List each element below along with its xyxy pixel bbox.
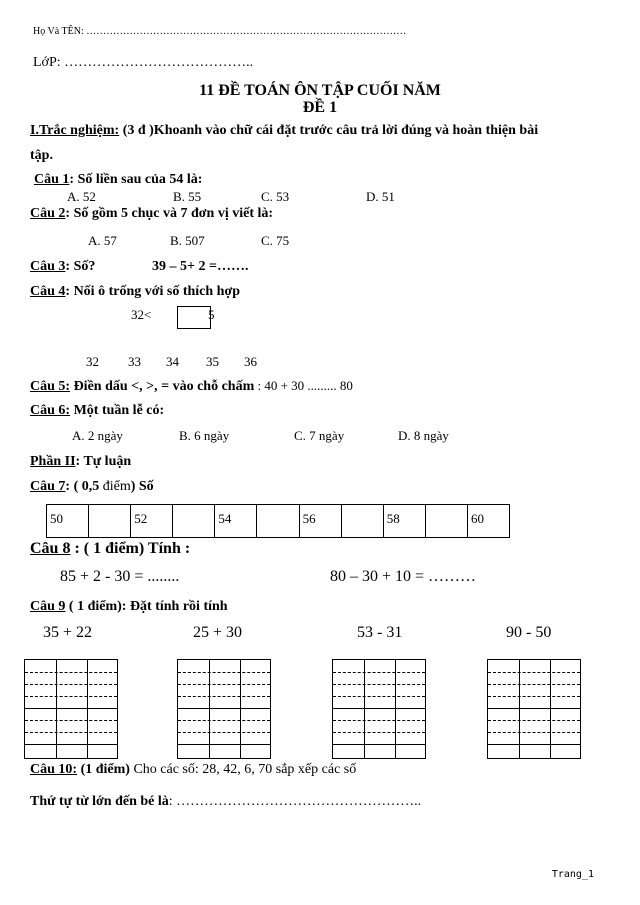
question-1 bbox=[34, 172, 202, 188]
question-4-label: Câu 4 bbox=[30, 284, 66, 299]
question-7-text-pre: : ( bbox=[65, 479, 82, 494]
q9-expression-3: 53 - 31 bbox=[357, 624, 403, 641]
question-1-label: Câu 1 bbox=[34, 172, 70, 187]
question-7 bbox=[30, 479, 154, 495]
q6-option-b: B. 6 ngày bbox=[179, 428, 230, 443]
question-6 bbox=[30, 403, 164, 419]
question-10-points: (1 điểm) bbox=[77, 762, 130, 777]
sequence-cell: 56 bbox=[300, 505, 342, 537]
calculation-grid-3[interactable] bbox=[332, 659, 426, 759]
question-3-text: : Số? bbox=[65, 259, 96, 274]
sequence-cell: 58 bbox=[384, 505, 426, 537]
q4-left-text: 32< bbox=[131, 307, 152, 322]
question-7-points: 0,5 bbox=[81, 479, 100, 494]
question-2-text: : Số gồm 5 chục và 7 đơn vị viết là: bbox=[65, 206, 274, 221]
q8-expression-1: 85 + 2 - 30 = ........ bbox=[60, 568, 180, 585]
q6-option-d: D. 8 ngày bbox=[398, 428, 449, 443]
part2-heading-label: Phần II bbox=[30, 454, 76, 469]
question-7-text-post: ) Số bbox=[130, 479, 154, 494]
q6-option-a: A. 2 ngày bbox=[72, 428, 123, 443]
question-5-label: Câu 5: bbox=[30, 379, 71, 394]
q2-option-a: A. 57 bbox=[88, 233, 117, 248]
calculation-grid-2[interactable] bbox=[177, 659, 271, 759]
sequence-cell: 52 bbox=[131, 505, 173, 537]
class-line: LớP: ………………………………….. bbox=[33, 55, 254, 70]
question-8-text: : ( 1 điểm) Tính : bbox=[70, 540, 191, 557]
q1-option-a: A. 52 bbox=[67, 189, 96, 204]
question-10-label: Câu 10: bbox=[30, 762, 78, 777]
question-10-text: Cho các số: 28, 42, 6, 70 sắp xếp các số bbox=[129, 762, 357, 777]
q10-order-label: Thứ tự từ lớn đến bé là bbox=[30, 794, 169, 809]
question-3 bbox=[30, 259, 95, 275]
question-7-text-mid: điểm bbox=[99, 479, 131, 494]
q2-option-c: C. 75 bbox=[261, 233, 290, 248]
question-6-text: Một tuần lễ có: bbox=[70, 403, 165, 418]
sequence-cell-blank[interactable] bbox=[173, 505, 215, 537]
sequence-cell: 60 bbox=[470, 511, 484, 526]
part1-heading-text: (3 đ )Khoanh vào chữ cái đặt trước câu trả lời đúng và hoàn thiện bài bbox=[119, 123, 539, 138]
question-10 bbox=[30, 762, 356, 778]
sequence-cell-blank[interactable] bbox=[89, 505, 131, 537]
q3-expression: 39 – 5+ 2 =……. bbox=[152, 259, 249, 274]
question-4 bbox=[30, 284, 240, 300]
question-9-label: Câu 9 bbox=[30, 599, 66, 614]
question-1-text: : Số liền sau của 54 là: bbox=[69, 172, 203, 187]
q10-answer-line[interactable] bbox=[30, 794, 421, 810]
q1-option-b: B. 55 bbox=[173, 189, 202, 204]
question-2-label: Câu 2 bbox=[30, 206, 66, 221]
part2-heading bbox=[30, 454, 131, 470]
q4-number-32[interactable]: 32 bbox=[86, 354, 99, 369]
q8-expression-2: 80 – 30 + 10 = ……… bbox=[330, 568, 477, 585]
part1-heading-label: I.Trắc nghiệm: bbox=[30, 123, 120, 138]
question-7-label: Câu 7 bbox=[30, 479, 66, 494]
sequence-cell-blank[interactable] bbox=[426, 505, 468, 537]
q2-option-b: B. 507 bbox=[170, 233, 205, 248]
page-number: Trang_1 bbox=[551, 869, 594, 880]
question-8 bbox=[30, 540, 190, 558]
q1-option-d: D. 51 bbox=[366, 189, 395, 204]
question-9-text: ( 1 điểm): Đặt tính rồi tính bbox=[65, 599, 228, 614]
question-9 bbox=[30, 599, 228, 615]
q9-expression-2: 25 + 30 bbox=[193, 624, 243, 641]
q5-expression: : 40 + 30 ......... 80 bbox=[254, 378, 353, 393]
q1-option-c: C. 53 bbox=[261, 189, 290, 204]
page-title: 11 ĐỀ TOÁN ÔN TẬP CUỐI NĂM bbox=[199, 82, 441, 99]
question-8-label: Câu 8 bbox=[30, 540, 71, 557]
q9-expression-4: 90 - 50 bbox=[506, 624, 552, 641]
number-sequence-table bbox=[46, 504, 510, 538]
part1-heading bbox=[30, 123, 538, 139]
question-5-text: Điền dấu <, >, = vào chỗ chấm bbox=[70, 379, 255, 394]
q4-number-34[interactable]: 34 bbox=[166, 354, 179, 369]
question-5 bbox=[30, 378, 353, 395]
part2-heading-text: : Tự luận bbox=[75, 454, 132, 469]
sequence-cell: 54 bbox=[215, 505, 257, 537]
question-3-label: Câu 3 bbox=[30, 259, 66, 274]
question-2 bbox=[30, 206, 273, 222]
page-subtitle: ĐỀ 1 bbox=[302, 99, 338, 116]
question-4-text: : Nối ô trống với số thích hợp bbox=[65, 284, 240, 299]
q4-number-33[interactable]: 33 bbox=[128, 354, 141, 369]
q6-option-c: C. 7 ngày bbox=[294, 428, 345, 443]
q4-number-36[interactable]: 36 bbox=[244, 354, 257, 369]
sequence-cell: 50 bbox=[47, 505, 89, 537]
calculation-grid-4[interactable] bbox=[487, 659, 581, 759]
q4-number-35[interactable]: 35 bbox=[206, 354, 219, 369]
question-6-label: Câu 6: bbox=[30, 403, 71, 418]
sequence-cell-blank[interactable] bbox=[257, 505, 299, 537]
q10-order-dots: : …………………………………………….. bbox=[168, 794, 422, 809]
q4-right-text: 5 bbox=[208, 307, 215, 322]
sequence-cell-blank[interactable] bbox=[342, 505, 384, 537]
part1-heading-text2: tập. bbox=[30, 148, 53, 163]
q9-expression-1: 35 + 22 bbox=[43, 624, 93, 641]
calculation-grid-1[interactable] bbox=[24, 659, 118, 759]
student-name-line: Họ Và TÊN: …………………………………………………………………………………… bbox=[33, 26, 407, 37]
q4-empty-box[interactable] bbox=[177, 306, 211, 329]
